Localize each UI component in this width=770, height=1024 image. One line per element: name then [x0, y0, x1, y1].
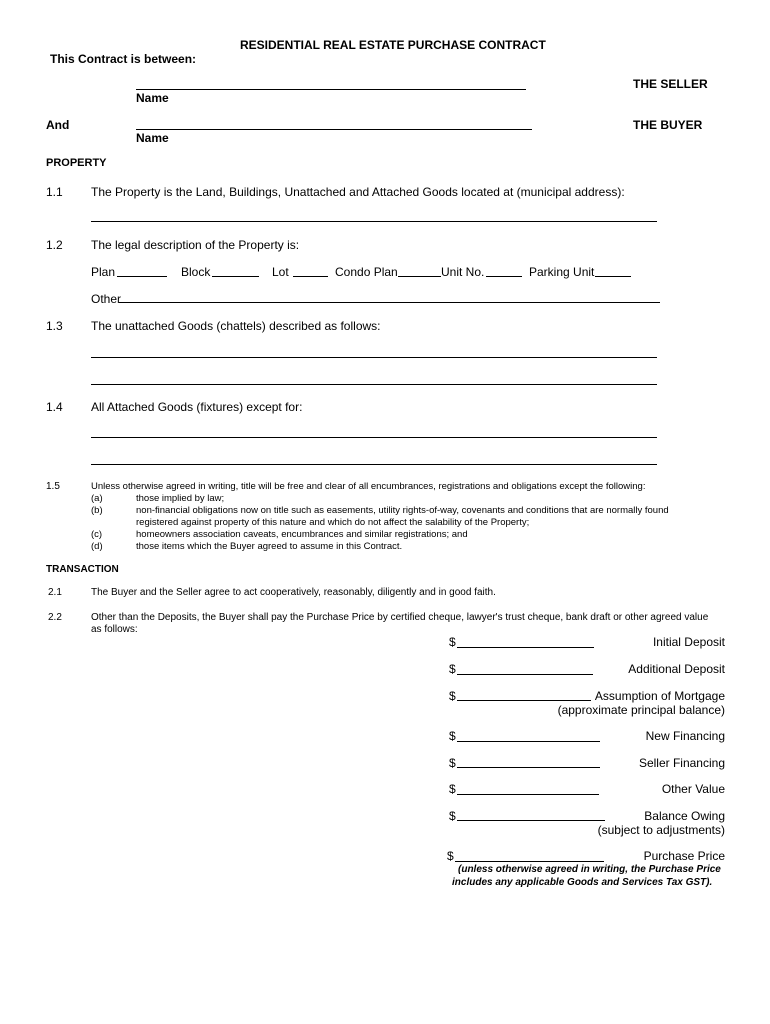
item-b-label: (b): [91, 505, 103, 516]
plan-label: Plan: [91, 265, 116, 279]
initial-deposit-label: Initial Deposit: [652, 635, 725, 649]
chattels-field-2[interactable]: [91, 384, 657, 385]
currency-sign: $: [449, 809, 456, 823]
section-1-1-text: The Property is the Land, Buildings, Unattached and Attached Goods located at (municipal address):: [91, 185, 625, 199]
purchase-price-note-line-1: (unless otherwise agreed in writing, the Purchase Price: [458, 864, 721, 875]
currency-sign: $: [449, 635, 456, 649]
item-c-text: homeowners association caveats, encumbrances and similar registrations; and: [136, 529, 468, 540]
section-2-1-text: The Buyer and the Seller agree to act cooperatively, reasonably, diligently and in good faith.: [91, 587, 496, 598]
seller-financing-label: Seller Financing: [638, 756, 725, 770]
parking-unit-field[interactable]: [595, 276, 631, 277]
currency-sign: $: [449, 662, 456, 676]
other-value-label: Other Value: [661, 782, 725, 796]
block-field[interactable]: [212, 276, 259, 277]
buyer-name-label: Name: [136, 131, 169, 145]
initial-deposit-amount-field[interactable]: [457, 647, 594, 648]
purchase-price-note-line-2: includes any applicable Goods and Services Tax GST).: [452, 877, 713, 888]
municipal-address-field[interactable]: [91, 221, 657, 222]
section-1-2-number: 1.2: [46, 238, 63, 252]
plan-field[interactable]: [117, 276, 167, 277]
other-label: Other: [91, 292, 122, 306]
intro-text: This Contract is between:: [50, 52, 197, 66]
additional-deposit-label: Additional Deposit: [628, 662, 725, 676]
buyer-name-field[interactable]: [136, 129, 532, 130]
seller-label: THE SELLER: [633, 77, 708, 91]
condo-plan-label: Condo Plan: [335, 265, 398, 279]
assumption-of-mortgage-label: Assumption of Mortgage: [594, 689, 725, 703]
seller-financing-amount-field[interactable]: [457, 767, 600, 768]
section-1-3-number: 1.3: [46, 319, 63, 333]
balance-owing-amount-field[interactable]: [457, 820, 605, 821]
section-2-1-number: 2.1: [48, 587, 62, 598]
currency-sign: $: [447, 849, 454, 863]
assumption-of-mortgage-amount-field[interactable]: [457, 700, 591, 701]
item-b-text-continued: registered against property of this nature and which do not affect the salability of the Property;: [136, 517, 530, 528]
section-2-2-text: Other than the Deposits, the Buyer shall pay the Purchase Price by certified cheque, lawyer's trust cheque, bank draft or other agreed value: [91, 612, 709, 623]
other-value-amount-field[interactable]: [457, 794, 599, 795]
seller-name-label: Name: [136, 91, 169, 105]
section-1-1-number: 1.1: [46, 185, 63, 199]
and-label: And: [46, 118, 70, 132]
fixtures-field-2[interactable]: [91, 464, 657, 465]
item-c-label: (c): [91, 529, 103, 540]
item-d-label: (d): [91, 541, 103, 552]
purchase-price-label: Purchase Price: [643, 849, 725, 863]
document-title: RESIDENTIAL REAL ESTATE PURCHASE CONTRACT: [240, 38, 546, 52]
seller-name-field[interactable]: [136, 89, 526, 90]
additional-deposit-amount-field[interactable]: [457, 674, 593, 675]
currency-sign: $: [449, 689, 456, 703]
unit-no-field[interactable]: [486, 276, 522, 277]
item-a-label: (a): [91, 493, 103, 504]
chattels-field-1[interactable]: [91, 357, 657, 358]
section-1-5-number: 1.5: [46, 481, 60, 492]
fixtures-field-1[interactable]: [91, 437, 657, 438]
balance-owing-label: Balance Owing: [644, 809, 725, 823]
currency-sign: $: [449, 729, 456, 743]
purchase-price-amount-field[interactable]: [455, 861, 604, 862]
section-1-4-text: All Attached Goods (fixtures) except for:: [91, 400, 303, 414]
section-2-2-text-continued: as follows:: [91, 624, 138, 635]
other-field[interactable]: [119, 302, 660, 303]
item-d-text: those items which the Buyer agreed to assume in this Contract.: [136, 541, 403, 552]
block-label: Block: [181, 265, 211, 279]
condo-plan-field[interactable]: [398, 276, 441, 277]
currency-sign: $: [449, 782, 456, 796]
unit-no-label: Unit No.: [441, 265, 485, 279]
section-1-4-number: 1.4: [46, 400, 63, 414]
section-1-5-text: Unless otherwise agreed in writing, title will be free and clear of all encumbrances, registrations and obligations except the following:: [91, 481, 646, 492]
parking-unit-label: Parking Unit: [529, 265, 595, 279]
transaction-heading: TRANSACTION: [46, 564, 119, 575]
assumption-of-mortgage-note: (approximate principal balance): [557, 703, 725, 717]
balance-owing-note: (subject to adjustments): [597, 823, 725, 837]
lot-label: Lot: [272, 265, 289, 279]
new-financing-label: New Financing: [645, 729, 725, 743]
currency-sign: $: [449, 756, 456, 770]
section-1-3-text: The unattached Goods (chattels) described as follows:: [91, 319, 381, 333]
property-heading: PROPERTY: [46, 157, 107, 169]
section-2-2-number: 2.2: [48, 612, 62, 623]
lot-field[interactable]: [293, 276, 328, 277]
buyer-label: THE BUYER: [633, 118, 703, 132]
item-b-text: non-financial obligations now on title such as easements, utility rights-of-way, covenants and conditions that are normally found: [136, 505, 669, 516]
new-financing-amount-field[interactable]: [457, 741, 600, 742]
section-1-2-text: The legal description of the Property is:: [91, 238, 300, 252]
item-a-text: those implied by law;: [136, 493, 225, 504]
